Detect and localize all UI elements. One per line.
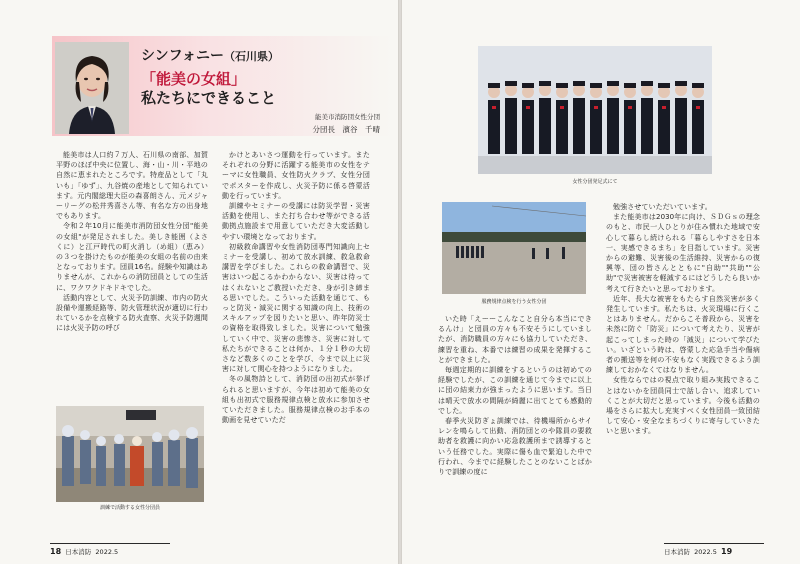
left-column-1 [56,150,208,334]
paragraph: 春季火災防ぎょ訓練では、待機場所からサイレンを鳴らして出動、消防団とのや隊員の要救助者を救護に向かい応急救護所まで誘導するという任務でした。実際に傷も血で緊迫した中で行われ、今までに経験したことのないことばかりで訓練の度に [438,417,592,477]
right-column-2 [606,202,760,437]
group-photo [478,46,712,174]
paragraph: 女性ならではの視点で取り組み実践できることはないかを団員同士で話し合い、追求していくことが大切だと思っています。今後も活動の場をさらに拡大し充実すべく女性団員一致団結して安心・安全なまちづくりに寄与していきたいと思います。 [606,376,760,436]
publication-date: 2022.5 [694,548,717,556]
left-footer [50,547,118,556]
affiliation: 能美市消防団女性分団 [315,113,380,121]
paragraph: 活動内容として、火災予防訓練、市内の防火設備や運搬経路等、防火管理状況が適切に行われているかを点検する防火査察、火災予防週間には火災予防の呼び [56,293,208,333]
title-text: シンフォニー [141,48,224,64]
page-number: 18 [50,547,62,556]
paragraph: かけとあいさつ運動を行っています。またそれぞれの分野に活躍する能美市の女性をテーマに女性職員、女性防火クラブ、女性分団でポスターを作成し、火災予防に係る啓蒙活動を行っています。 [222,151,370,200]
paragraph: 勉強させていただいています。 [613,203,712,211]
publication-date: 2022.5 [95,548,119,556]
right-footer [664,547,732,556]
paragraph: 毎週定期的に訓練をするというのは初めての経験でしたが、この訓練を通じて今までに以上に団の結束力が強まったように思います。当日は晴天で放水の間隔が綺麗に出てとても感動的でした。 [438,366,592,415]
headline-line1: 「能美の女組」 [141,70,247,88]
footer-rule [50,543,170,544]
right-column-1 [438,314,592,477]
paragraph: 冬の風物詩として、消防団の出初式が挙げられると思いますが、今年は初めて能美の女組も出初式で服務規律点検と放水に参加させていただきました。服務規律点検のお手本の動画を見せていただ [222,375,370,425]
article-title [141,45,279,65]
paragraph: いた時「えーーこんなこと自分ら本当にできるんけ」と団員の方々も不安そうにしていましたが、消防職員の方々にも協力していただき、練習を重ね、本番では練習の成果を発揮することができました。 [438,315,592,364]
left-column-2 [222,150,370,425]
paragraph: 能美市は人口約７万人、石川県の南部、加賀平野のほぼ中央に位置し、海・山・川・平地の自然に恵まれたところです。特産品として「丸いも」「ゆず」、九谷焼の産地として知られています。元内閣総理大臣の森喜朗さん、元メジャーリーグの松井秀喜さん等、有名な方の出身地でもあります。 [56,151,208,221]
group-photo-caption: 女性分団発足式にて [572,179,618,185]
author-name: 濱谷 千晴 [342,125,380,134]
publication-name: 日本消防 [65,548,92,556]
inspection-photo-caption: 服務規律点検を行う女性分団 [481,299,547,305]
paragraph: 初級救命講習や女性消防団専門知識向上セミナーを受講し、初めて放水訓練、救急救命講習を学びました。これらの救命講習で、災害はいつ起こるかわからない、災害は待ってはくれないとご教授いただき、身が引き締まる思いでした。こういった活動を通じて、もっと防災・減災に関する知識の向上、技術のスキルアップを図りたいと思い、昨年防災士の資格を取得致しました。災害について勉強していく中で、災害の悲惨さ、災害に対して私たちができることは何か、１分１秒の大切さなど数多くのことを学び、今まで以上に災害に対して関心を持つようになりました。 [222,242,370,374]
paragraph: 近年、長大な被害をもたらす自然災害が多く発生しています。私たちは、火災現場に行くことはありません。だからこそ普段から、災害を未然に防ぐ「防災」について考えたり、災害が起こってしまった時の「減災」について学びたい。いざという時は、啓蒙した応急手当や傷病者の搬送等を何の不安もなく実践できるよう訓練しておかなくてはなりません。 [606,294,760,375]
inspection-photo [442,202,586,294]
title-region: （石川県） [223,50,279,63]
paragraph: 令和２年10月に能美市消防団女性分団"能美の女組"が発足されました。美しき能囲（よさくに）と江戸時代の町火消し（め組）（恵み）の３つを掛けたものが能美の女組の名前の由来となっております。団員16名。経験や知識はありませんが、これからの消防団員としての生活に、ワクワクドキドキでした。 [56,222,208,292]
training-photo [56,406,204,502]
author-byline [313,112,381,135]
paragraph: また能美市は2030年に向け、ＳＤＧｓの理念のもと、市民一人ひとりが住み慣れた地域で安心して暮らし続けられる「暮らしやすさを日本一、実感できるまち」を目指しています。災害からの避難、災害後の生活維持、災害からの復興等、団の皆さんとともに"自助""共助""公助"で災害被害を軽減するにはどうしたら良いか考えて行きたいと思っております。 [606,213,760,293]
headline-line2: 私たちにできること [141,89,277,107]
footer-rule [664,543,764,544]
left-page [0,0,398,564]
page-number: 19 [721,547,733,556]
headline [141,70,276,108]
right-page [402,0,800,564]
author-portrait [55,42,129,134]
author-position: 分団長 [312,125,335,134]
publication-name: 日本消防 [664,548,690,556]
training-photo-caption: 訓練で活動する女性分団員 [99,505,160,511]
paragraph: 訓練やセミナーの受講には防災学習・災害活動を使用し、また打ち合わせ等ができる活動拠点施設まで用意していただき大変活動しやすい環境となっております。 [222,202,370,241]
